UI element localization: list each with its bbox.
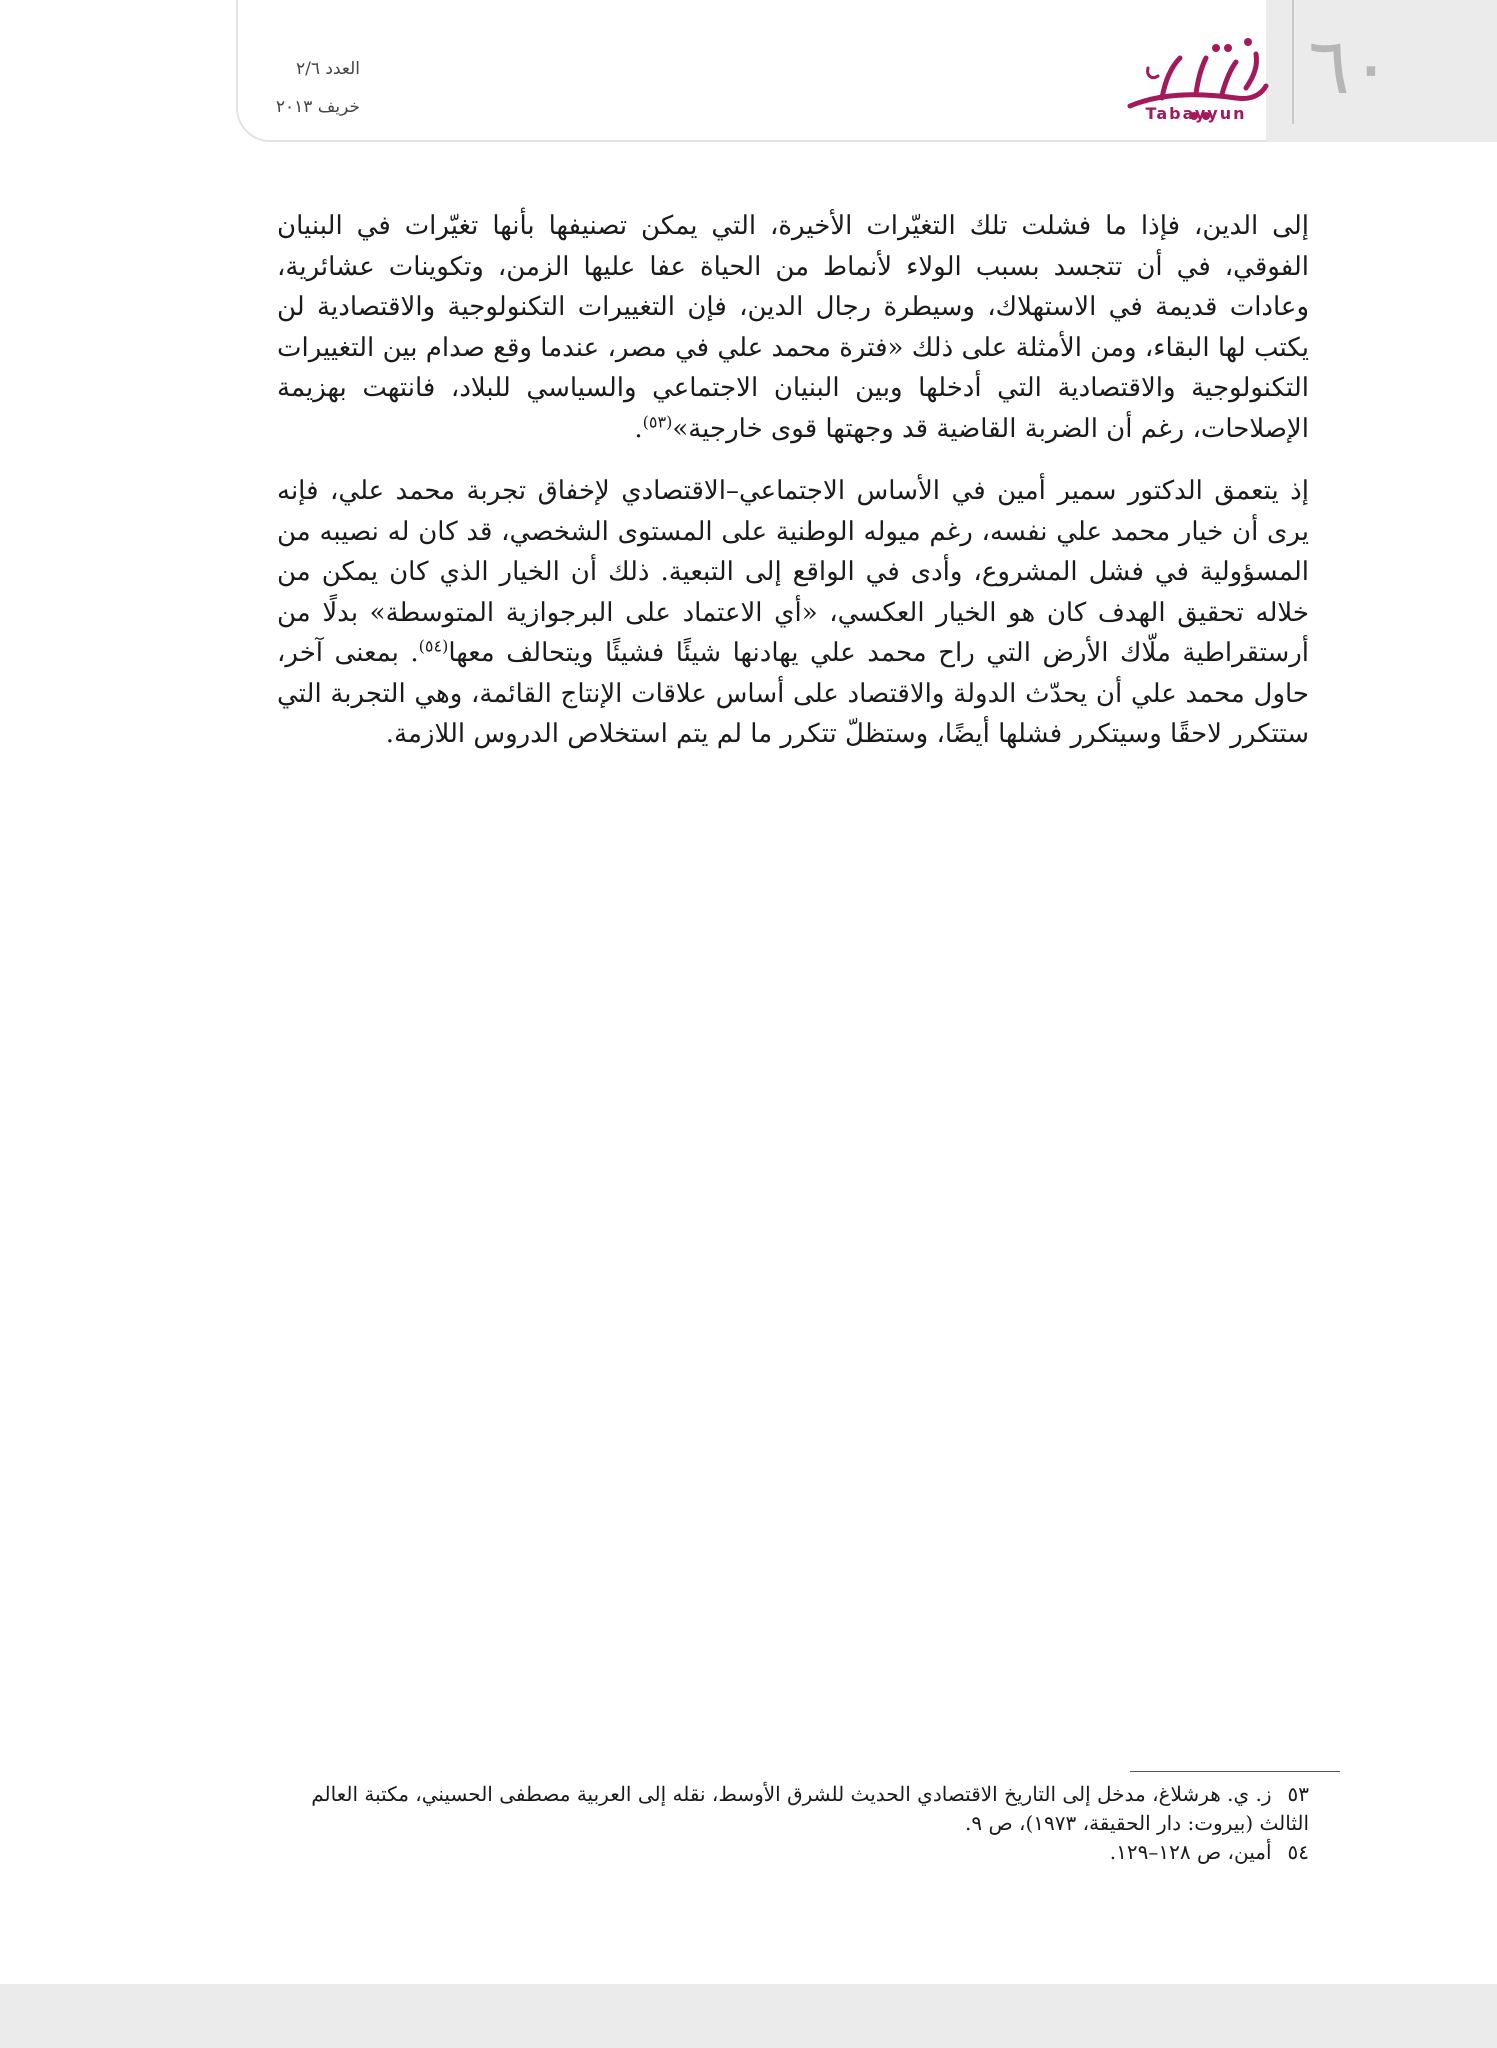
paragraph-2-text-b: . بمعنى آخر، حاول محمد علي أن يحدّث الدولة والاقتصاد على أساس علاقات الإنتاج القائمة، وهي التجربة التي ستتكرر لاحقًا وسيتكرر فشلها أيضًا، وستظلّ تتكرر ما لم يتم استخلاص الدروس اللازمة. [277,638,1309,749]
paragraph-1-end: . [634,413,643,444]
footnote-divider [1130,1771,1340,1772]
header-divider [1292,0,1294,124]
issue-number: العدد ٢/٦ [295,59,360,79]
footnotes [277,1780,1309,1867]
footnote-ref-54[interactable]: (٥٤) [418,636,449,656]
logo-latin-text: Tabayyun [1145,104,1247,123]
header-white-panel [236,0,1266,142]
issue-season: خريف ٢٠١٣ [275,97,360,117]
paragraph-1 [277,206,1309,449]
footnote-text: ز. ي. هرشلاغ، مدخل إلى التاريخ الاقتصادي الحديث للشرق الأوسط، نقله إلى العربية مصطفى الحسيني، مكتبة العالم الثالث (بيروت: دار الحقيقة، ١٩٧٣)، ص ٩. [311,1782,1309,1835]
page-number: ٦٠ [1308,22,1392,112]
issue-info [240,50,360,126]
footnote-number: ٥٤ [1287,1840,1309,1864]
footnote-53 [277,1780,1309,1838]
paragraph-1-text: إلى الدين، فإذا ما فشلت تلك التغيّرات الأخيرة، التي يمكن تصنيفها بأنها تغيّرات في البنيان الفوقي، في أن تتجسد بسبب الولاء لأنماط من الحياة عفا عليها الزمن، وتكوينات عشائرية، وعادات قديمة في الاستهلاك، وسيطرة رجال الدين، فإن التغييرات التكنولوجية والاقتصادية لن يكتب لها البقاء، ومن الأمثلة على ذلك «فترة محمد علي في مصر، عندما وقع صدام بين التغييرات التكنولوجية والاقتصادية التي أدخلها وبين البنيان الاجتماعي والسياسي للبلاد، فانتهت بهزيمة الإصلاحات، رغم أن الضربة القاضية قد وجهتها قوى خارجية» [277,211,1309,444]
page-footer-band [0,1984,1497,2048]
footnote-ref-53[interactable]: (٥٣) [642,411,673,431]
paragraph-2-text-a: إذ يتعمق الدكتور سمير أمين في الأساس الاجتماعي–الاقتصادي لإخفاق تجربة محمد علي، فإنه يرى أن خيار محمد علي نفسه، رغم ميوله الوطنية على المستوى الشخصي، قد كان له نصيبه من المسؤولية في فشل المشروع، وأدى في الواقع إلى التبعية. ذلك أن الخيار الذي كان يمكن من خلاله تحقيق الهدف كان هو الخيار العكسي، «أي الاعتماد على البرجوازية المتوسطة» بدلًا من أرستقراطية ملّاك الأرض التي راح محمد علي يهادنها شيئًا فشيئًا ويتحالف معها [277,476,1310,668]
footnote-text: أمين، ص ١٢٨–١٢٩. [1109,1840,1272,1864]
footnote-number: ٥٣ [1287,1782,1309,1806]
article-body [277,206,1309,777]
footnote-54 [277,1838,1309,1867]
paragraph-2 [277,471,1309,755]
